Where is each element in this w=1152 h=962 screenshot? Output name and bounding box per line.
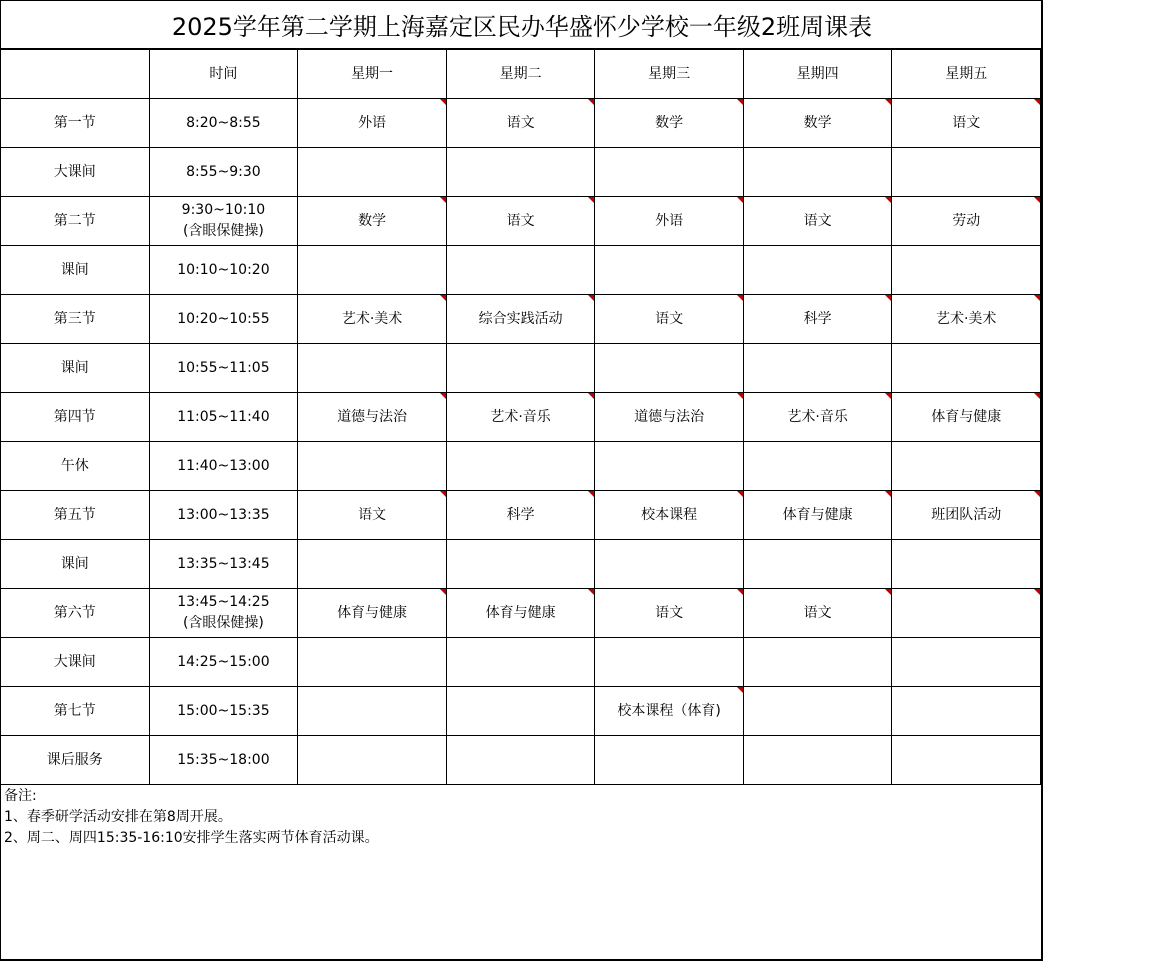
subject-cell-tuesday[interactable] [446,442,595,491]
timetable-row [1,687,1041,736]
timetable-row [1,148,1041,197]
subject-cell-thursday[interactable]: 语文 [743,589,892,638]
time-cell[interactable] [149,344,298,393]
period-label-cell[interactable]: 第一节 [1,99,150,148]
time-line: 15:00~15:35 [177,702,270,719]
timetable-row [1,638,1041,687]
time-line: 10:10~10:20 [177,261,270,278]
period-label-cell[interactable]: 第五节 [1,491,150,540]
time-cell[interactable] [149,246,298,295]
time-line: 15:35~18:00 [177,751,270,768]
time-line: (含眼保健操) [182,615,264,631]
header-cell-tuesday[interactable]: 星期二 [446,50,595,99]
time-cell[interactable] [149,99,298,148]
header-cell-thursday[interactable]: 星期四 [743,50,892,99]
subject-cell-wednesday[interactable] [595,246,744,295]
time-line: 14:25~15:00 [177,653,270,670]
time-line: (含眼保健操) [182,223,264,239]
subject-cell-friday[interactable] [892,638,1041,687]
time-cell[interactable] [149,148,298,197]
subject-cell-wednesday[interactable] [595,442,744,491]
time-cell[interactable] [149,197,298,246]
subject-cell-friday[interactable]: 体育与健康 [892,393,1041,442]
time-line: 11:40~13:00 [177,457,270,474]
subject-cell-thursday[interactable] [743,540,892,589]
subject-cell-friday[interactable]: 劳动 [892,197,1041,246]
header-cell-time[interactable]: 时间 [149,50,298,99]
header-cell-wednesday[interactable]: 星期三 [595,50,744,99]
subject-cell-monday[interactable] [298,638,447,687]
subject-cell-thursday[interactable]: 数学 [743,99,892,148]
subject-cell-monday[interactable] [298,344,447,393]
subject-cell-monday[interactable] [298,736,447,785]
period-label-cell[interactable]: 第二节 [1,197,150,246]
subject-cell-thursday[interactable] [743,442,892,491]
period-label-cell[interactable]: 课后服务 [1,736,150,785]
time-line: 8:55~9:30 [186,163,261,180]
period-label-cell[interactable]: 课间 [1,540,150,589]
time-cell[interactable] [149,295,298,344]
timetable-row [1,295,1041,344]
timetable-row [1,99,1041,148]
subject-cell-tuesday[interactable] [446,148,595,197]
subject-cell-friday[interactable]: 语文 [892,99,1041,148]
notes-heading: 备注: [4,788,37,804]
time-line: 13:45~14:25 [177,594,270,610]
subject-cell-monday[interactable]: 外语 [298,99,447,148]
time-cell[interactable] [149,393,298,442]
time-line: 11:05~11:40 [177,408,270,425]
timetable-grid [0,49,1041,785]
subject-cell-monday[interactable] [298,540,447,589]
subject-cell-monday[interactable] [298,148,447,197]
subject-cell-tuesday[interactable] [446,736,595,785]
subject-cell-friday[interactable] [892,246,1041,295]
subject-cell-friday[interactable] [892,589,1041,638]
note-line-1: 1、春季研学活动安排在第8周开展。 [4,809,232,825]
period-label-cell[interactable]: 课间 [1,246,150,295]
subject-cell-tuesday[interactable]: 语文 [446,99,595,148]
subject-cell-friday[interactable] [892,442,1041,491]
period-label-cell[interactable]: 大课间 [1,148,150,197]
time-cell[interactable] [149,442,298,491]
subject-cell-tuesday[interactable]: 体育与健康 [446,589,595,638]
subject-cell-friday[interactable] [892,344,1041,393]
timetable-row [1,344,1041,393]
timetable-row [1,197,1041,246]
note-line-2: 2、周二、周四15:35-16:10安排学生落实两节体育活动课。 [4,830,379,846]
subject-cell-friday[interactable] [892,540,1041,589]
period-label-cell[interactable]: 课间 [1,344,150,393]
subject-cell-wednesday[interactable]: 语文 [595,295,744,344]
header-cell-monday[interactable]: 星期一 [298,50,447,99]
subject-cell-friday[interactable]: 班团队活动 [892,491,1041,540]
subject-cell-friday[interactable]: 艺术·美术 [892,295,1041,344]
timetable-row [1,442,1041,491]
subject-cell-wednesday[interactable]: 外语 [595,197,744,246]
header-row [1,50,1041,99]
subject-cell-wednesday[interactable] [595,344,744,393]
subject-cell-monday[interactable] [298,246,447,295]
timetable-row [1,246,1041,295]
subject-cell-monday[interactable]: 体育与健康 [298,589,447,638]
subject-cell-tuesday[interactable] [446,246,595,295]
subject-cell-tuesday[interactable]: 综合实践活动 [446,295,595,344]
header-cell-friday[interactable]: 星期五 [892,50,1041,99]
subject-cell-thursday[interactable] [743,736,892,785]
time-line: 10:55~11:05 [177,359,270,376]
timetable-row [1,491,1041,540]
timetable-row [1,736,1041,785]
timetable-row [1,393,1041,442]
time-line: 8:20~8:55 [186,114,261,131]
subject-cell-wednesday[interactable]: 校本课程 [595,491,744,540]
subject-cell-monday[interactable]: 艺术·美术 [298,295,447,344]
subject-cell-wednesday[interactable]: 校本课程（体育) [595,687,744,736]
subject-cell-wednesday[interactable] [595,638,744,687]
subject-cell-tuesday[interactable] [446,344,595,393]
subject-cell-monday[interactable]: 数学 [298,197,447,246]
subject-cell-thursday[interactable] [743,148,892,197]
subject-cell-monday[interactable]: 道德与法治 [298,393,447,442]
subject-cell-tuesday[interactable] [446,638,595,687]
time-line: 10:20~10:55 [177,310,270,327]
subject-cell-wednesday[interactable]: 道德与法治 [595,393,744,442]
timetable-row [1,540,1041,589]
subject-cell-tuesday[interactable]: 语文 [446,197,595,246]
time-cell[interactable] [149,589,298,638]
subject-cell-wednesday[interactable] [595,736,744,785]
subject-cell-friday[interactable] [892,736,1041,785]
notes-area[interactable] [0,784,1041,960]
subject-cell-tuesday[interactable]: 艺术·音乐 [446,393,595,442]
subject-cell-thursday[interactable] [743,246,892,295]
subject-cell-monday[interactable] [298,687,447,736]
time-cell[interactable] [149,491,298,540]
time-cell[interactable] [149,540,298,589]
time-cell[interactable] [149,687,298,736]
time-line: 13:00~13:35 [177,506,270,523]
page-title: 2025学年第二学期上海嘉定区民办华盛怀少学校一年级2班周课表 [0,0,1043,49]
subject-cell-monday[interactable]: 语文 [298,491,447,540]
subject-cell-tuesday[interactable]: 科学 [446,491,595,540]
subject-cell-tuesday[interactable] [446,687,595,736]
timetable-row [1,589,1041,638]
subject-cell-tuesday[interactable] [446,540,595,589]
subject-cell-thursday[interactable] [743,687,892,736]
subject-cell-friday[interactable] [892,148,1041,197]
subject-cell-friday[interactable] [892,687,1041,736]
period-label-cell[interactable]: 午休 [1,442,150,491]
subject-cell-thursday[interactable]: 艺术·音乐 [743,393,892,442]
time-line: 13:35~13:45 [177,555,270,572]
subject-cell-thursday[interactable]: 语文 [743,197,892,246]
time-line: 9:30~10:10 [181,202,266,218]
subject-cell-wednesday[interactable]: 语文 [595,589,744,638]
subject-cell-monday[interactable] [298,442,447,491]
header-cell-corner[interactable] [1,50,150,99]
period-label-cell[interactable]: 大课间 [1,638,150,687]
time-cell[interactable] [149,638,298,687]
subject-cell-wednesday[interactable] [595,148,744,197]
time-cell[interactable] [149,736,298,785]
subject-cell-thursday[interactable] [743,344,892,393]
period-label-cell[interactable]: 第七节 [1,687,150,736]
subject-cell-thursday[interactable] [743,638,892,687]
subject-cell-thursday[interactable]: 体育与健康 [743,491,892,540]
period-label-cell[interactable]: 第四节 [1,393,150,442]
subject-cell-wednesday[interactable] [595,540,744,589]
period-label-cell[interactable]: 第三节 [1,295,150,344]
period-label-cell[interactable]: 第六节 [1,589,150,638]
subject-cell-thursday[interactable]: 科学 [743,295,892,344]
subject-cell-wednesday[interactable]: 数学 [595,99,744,148]
